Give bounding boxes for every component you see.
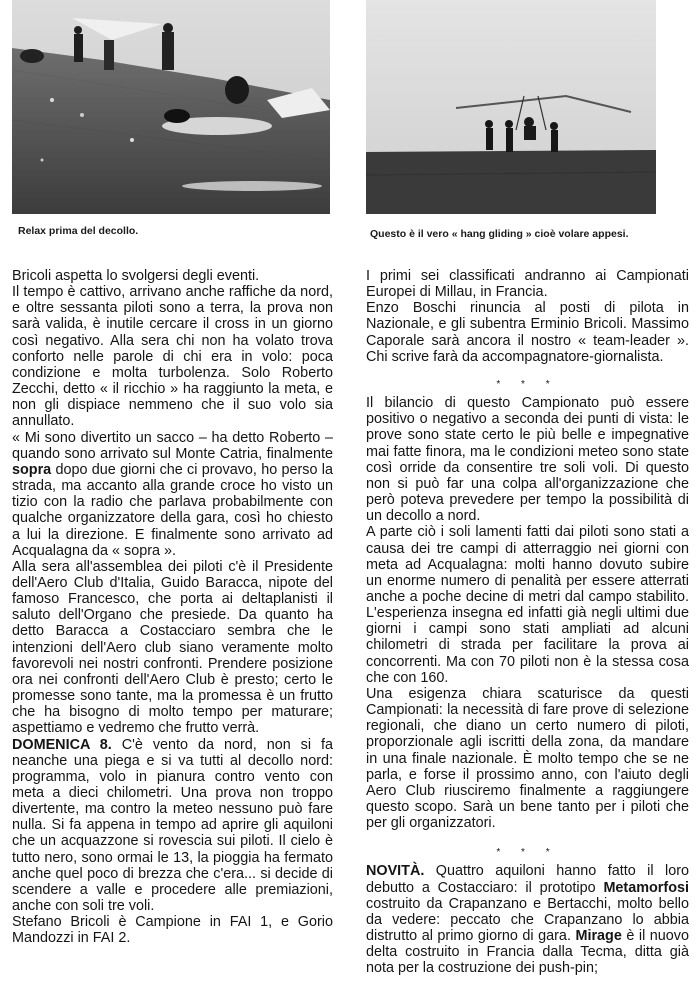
paragraph: Alla sera all'assemblea dei piloti c'è il Presidente dell'Aero Club d'Italia, Guido Baracca, nipote del famoso Francesco, che porta ai deltaplanisti il saluto dell'Organo che presiede. Da quanto ha detto Baracca a Costacciaro sembra che le intenzioni dell'Aero club siano veramente molto favorevoli nei nostri confronti. Prendere posizione ora nei confronti dell'Aero Club è presto; certo le promesse sono tante, ma la promessa è un frutto che ha bisogno di molto tempo per maturare; aspettiamo e vedremo che frutto verrà. xyxy=(12,558,333,737)
paragraph: Il bilancio di questo Campionato può essere positivo o negativo a seconda dei punti di vista: le prove sono state certo le più belle e impegnative mai fatte finora, ma le condizioni meteo sono state così orride da consentire tre soli voli. Di questo non si può far una colpa all'organizzazione che però poteva prevedere per tempo la possibilità di un decollo a nord. xyxy=(366,395,689,525)
paragraph: DOMENICA 8. C'è vento da nord, non si fa neanche una piega e si va tutti al decollo nord: programma, volo in pianura contro vento con meta a dieci chilometri. Una prova non troppo divertente, ma contro la meteo nessuno può fare nulla. Si fa appena in tempo ad aprire gli aquiloni che un acquazzone si rovescia sui piloti. Il cielo è tutto nero, sono ormai le 13, la pioggia ha fermato anche quel poco di brezza che c'era... si decide di scendere a valle e procedere alle premiazioni, anche con soli tre voli. xyxy=(12,736,333,915)
section-separator: * * * xyxy=(496,378,559,390)
paragraph: Il tempo è cattivo, arrivano anche raffiche da nord, e oltre sessanta piloti sono a terra, la prova non sarà valida, è inutile cercare il cross in un giorno così negativo. Alla sera chi non ha volato trova conforto nelle parole di chi era in volo: poca condizione e molta turbolenza. Solo Roberto Zecchi, detto « il ricchio » ha raggiunto la meta, e non gli dispiace nemmeno che il suo volo sia annullato. xyxy=(12,284,333,430)
paragraph: I primi sei classificati andranno ai Campionati Europei di Millau, in Francia. xyxy=(366,268,689,301)
section-separator: * * * xyxy=(496,847,559,859)
product-name: Metamorfosi xyxy=(603,879,689,896)
paragraph: Una esigenza chiara scaturisce da questi Campionati: la necessità di fare prove di selezione regionali, che diano un certo numero di piloti, proporzionale agli iscritti della zona, da mandare in una finale nazionale. È molto tempo che se ne parla, e forse il prossimo anno, con l'aiuto degli Aero Club riusciremo finalmente a raggiungere questo scopo. Sarà un bene tanto per i piloti che per gli organizzatori. xyxy=(366,685,689,832)
paragraph: Stefano Bricoli è Campione in FAI 1, e Gorio Mandozzi in FAI 2. xyxy=(12,914,333,947)
article-left-column xyxy=(12,268,333,947)
paragraph: A parte ciò i soli lamenti fatti dai piloti sono stati a causa dei tre campi di atterraggio nei giorni con meta ad Acqualagna: molti hanno dovuto subire un enorme numero di penalità per essere atterrati anche a poche decine di metri dal campo stabilito. L'esperienza insegna ed infatti già negli ultimi due giorni i campi sono stati ampliati ad alcuni chilometri di strada per facilitare la prova ai concorrenti. Ma con 70 piloti non è la stessa cosa che con 160. xyxy=(366,524,689,686)
emphasis: sopra xyxy=(12,461,52,478)
section-heading: DOMENICA 8. xyxy=(12,736,112,753)
paragraph: Bricoli aspetta lo svolgersi degli eventi. xyxy=(12,268,260,284)
product-name: Mirage xyxy=(575,928,622,945)
paragraph: Enzo Boschi rinuncia al posti di pilota in Nazionale, e gli subentra Erminio Bricoli. Massimo Caporale sarà ancora il nostro « team-leader ». Chi scrive farà da accompagnatore-giornalista. xyxy=(366,300,689,365)
caption-left: Relax prima del decollo. xyxy=(18,225,139,237)
photo-hang-gliding xyxy=(366,0,656,214)
article-right-column xyxy=(366,268,689,977)
paragraph: NOVITÀ. Quattro aquiloni hanno fatto il loro debutto a Costacciaro: il prototipo Metamorfosi costruito da Crapanzano e Bertacchi, molto bello da vedere: peccato che Crapanzano lo abbia distrutto al primo giorno di gara. Mirage è il nuovo delta costruito in Francia dalla Tecma, ditta già nota per la costruzione dei push-pin; xyxy=(366,863,689,977)
paragraph: « Mi sono divertito un sacco – ha detto Roberto – quando sono arrivato sul Monte Catria, finalmente sopra dopo due giorni che ci provavo, ho perso la strada, ma accanto alla grande croce ho visto un tizio con la radio che parlava probabilmente con qualche organizzatore della gara, così ho chiesto a lui la direzione. E finalmente sono arrivato ad Acqualagna da « sopra ». xyxy=(12,429,333,559)
photo-relax-before-takeoff xyxy=(12,0,330,214)
section-heading: NOVITÀ. xyxy=(366,863,425,880)
caption-right: Questo è il vero « hang gliding » cioè volare appesi. xyxy=(370,228,629,240)
